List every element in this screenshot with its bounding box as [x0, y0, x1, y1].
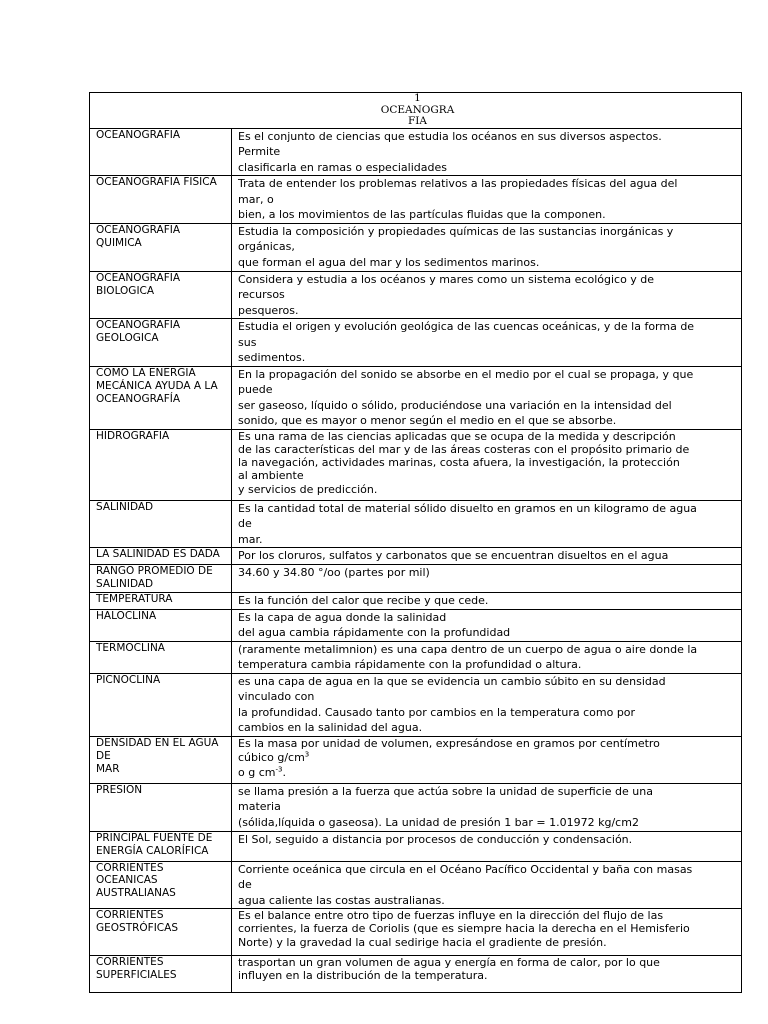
superscript: -3	[275, 764, 283, 773]
definition-cell	[232, 861, 742, 909]
definition-cell	[232, 366, 742, 429]
title-line-2: FIA	[407, 115, 428, 127]
term-text: RANGO PROMEDIO DE	[96, 564, 213, 577]
term-cell	[90, 319, 232, 367]
definition-text: corrientes, la fuerza de Coriolis (que es siempre hacia la derecha en el Hemisferio	[238, 922, 690, 936]
term-text: PRESION	[96, 783, 143, 796]
definition-text: sedimentos.	[238, 351, 306, 364]
term-cell	[90, 564, 232, 592]
definition-text: Es la masa por unidad de volumen, expresándose en gramos por centímetro	[238, 736, 660, 750]
table-row	[90, 223, 742, 271]
definition-text: al ambiente	[238, 469, 304, 483]
definition-text: clasificarla en ramas o especialidades	[238, 160, 447, 174]
table-row	[90, 909, 742, 956]
table-row	[90, 500, 742, 548]
term-text: COMO LA ENERGIA	[96, 366, 196, 379]
term-cell	[90, 673, 232, 736]
definition-cell	[232, 641, 742, 673]
definition-text: Trata de entender los problemas relativos a las propiedades físicas del agua del	[238, 177, 678, 190]
definition-text: y servicios de predicción.	[238, 482, 378, 496]
table-row	[90, 956, 742, 993]
definition-cell	[232, 736, 742, 783]
table-row	[90, 861, 742, 909]
definition-text: Es la capa de agua donde la salinidad	[238, 610, 447, 624]
definition-text: temperatura cambia rápidamente con la profundidad o altura.	[238, 658, 582, 671]
definition-text: trasportan un gran volumen de agua y energía en forma de calor, por lo que	[238, 956, 660, 969]
table-row	[90, 128, 742, 176]
definition-text: recursos	[238, 288, 285, 301]
definition-cell	[232, 909, 742, 956]
term-text: OCEANOGRAFIA	[96, 223, 181, 236]
term-text: CORRIENTES	[96, 956, 164, 968]
term-cell	[90, 783, 232, 831]
term-text: HALOCLINA	[96, 609, 157, 622]
term-text: OCEANOGRAFIA	[96, 319, 181, 331]
table-row	[90, 548, 742, 565]
term-text: OCEANOGRAFIA	[96, 128, 181, 141]
term-text: GEOLOGICA	[96, 332, 159, 344]
term-text: TERMOCLINA	[96, 641, 165, 654]
definition-text: mar, o	[238, 192, 274, 206]
definition-text	[238, 751, 739, 766]
definition-cell	[232, 128, 742, 176]
term-text: CORRIENTES	[96, 861, 164, 874]
definition-cell	[232, 609, 742, 641]
definition-text: Estudia el origen y evolución geológica de las cuencas oceánicas, y de la forma de	[238, 320, 695, 333]
definition-text: Estudia la composición y propiedades químicas de las sustancias inorgánicas y	[238, 224, 674, 238]
glossary-table	[89, 92, 742, 993]
definition-text: cambios en la salinidad del agua.	[238, 721, 423, 734]
table-row	[90, 319, 742, 367]
table-row	[90, 673, 742, 736]
table-header-row	[90, 93, 742, 129]
term-text: DENSIDAD EN EL AGUA	[96, 736, 219, 749]
term-text: MECÁNICA AYUDA A LA	[96, 379, 218, 392]
definition-text: (raramente metalimnion) es una capa dentro de un cuerpo de agua o aire donde la	[238, 642, 698, 656]
table-row	[90, 366, 742, 429]
definition-cell	[232, 956, 742, 993]
definition-text: sus	[238, 335, 257, 349]
definition-text: Es la función del calor que recibe y que cede.	[238, 593, 489, 607]
term-cell	[90, 223, 232, 271]
term-cell	[90, 909, 232, 956]
term-text: GEOSTRÓFICAS	[96, 922, 178, 934]
definition-cell	[232, 831, 742, 861]
term-text: PICNOCLINA	[96, 673, 161, 686]
definition-text: En la propagación del sonido se absorbe en el medio por el cual se propaga, y que	[238, 367, 694, 381]
density-unit-text: cúbico g/cm	[238, 751, 305, 764]
term-cell	[90, 592, 232, 609]
table-row	[90, 564, 742, 592]
definition-text: la profundidad. Causado tanto por cambios en la temperatura como por	[238, 705, 636, 719]
period: .	[282, 765, 286, 779]
term-text: MAR	[96, 762, 120, 775]
term-cell	[90, 861, 232, 909]
definition-text: Norte) y la gravedad la cual sedirige hacia el gradiente de presión.	[238, 935, 607, 949]
definition-text: Considera y estudia a los océanos y mares como un sistema ecológico y de	[238, 272, 655, 286]
definition-text: sonido, que es mayor o menor según el medio en el que se absorbe.	[238, 414, 617, 427]
table-row	[90, 641, 742, 673]
term-cell	[90, 429, 232, 500]
definition-cell	[232, 500, 742, 548]
definition-text: de las características del mar y de las áreas costeras con el propósito primario de	[238, 442, 690, 456]
definition-cell	[232, 548, 742, 565]
term-cell	[90, 366, 232, 429]
definition-text: puede	[238, 383, 273, 396]
table-row	[90, 736, 742, 783]
term-text: TEMPERATURA	[96, 592, 173, 605]
table-row	[90, 176, 742, 224]
density-unit-text: o g cm	[238, 765, 276, 779]
definition-cell	[232, 176, 742, 224]
definition-text: Permite	[238, 145, 281, 158]
definition-text: Es el balance entre otro tipo de fuerzas influye en la dirección del flujo de las	[238, 909, 664, 922]
term-text: LA SALINIDAD ES DADA	[96, 548, 220, 560]
definition-cell	[232, 592, 742, 609]
definition-text: (sólida,líquida o gaseosa). La unidad de presión 1 bar = 1.01972 kg/cm2	[238, 815, 639, 829]
term-cell	[90, 831, 232, 861]
definition-cell	[232, 673, 742, 736]
term-cell	[90, 736, 232, 783]
table-header	[90, 93, 742, 129]
term-text: DE	[96, 749, 111, 762]
definition-text: pesqueros.	[238, 303, 299, 317]
superscript: 3	[304, 750, 310, 759]
definition-cell	[232, 271, 742, 319]
definition-text: es una capa de agua en la que se evidencia un cambio súbito en su densidad	[238, 674, 666, 688]
definition-text: vinculado con	[238, 690, 315, 703]
definition-text: El Sol, seguido a distancia por procesos de conducción y condensación.	[238, 832, 633, 846]
definition-text: de	[238, 517, 252, 530]
definition-cell	[232, 783, 742, 831]
definition-cell	[232, 223, 742, 271]
term-text: SALINIDAD	[96, 500, 154, 513]
term-cell	[90, 500, 232, 548]
title-line-1: OCEANOGRA	[380, 103, 455, 116]
term-text: OCEANICAS	[96, 874, 158, 886]
definition-cell	[232, 564, 742, 592]
term-cell	[90, 548, 232, 565]
definition-text: del agua cambia rápidamente con la profundidad	[238, 626, 511, 639]
definition-text: Es el conjunto de ciencias que estudia los océanos en sus diversos aspectos.	[238, 129, 662, 143]
term-text: OCEANOGRAFIA	[96, 271, 181, 284]
term-cell	[90, 271, 232, 319]
definition-text: Es una rama de las ciencias aplicadas que se ocupa de la medida y descripción	[238, 429, 676, 443]
term-text: OCEANOGRAFIA FISICA	[96, 176, 217, 188]
definition-text: que forman el agua del mar y los sedimentos marinos.	[238, 255, 540, 269]
term-cell	[90, 956, 232, 993]
term-text: CORRIENTES	[96, 909, 164, 921]
definition-text: 34.60 y 34.80 °/oo (partes por mil)	[238, 565, 430, 579]
term-cell	[90, 128, 232, 176]
table-row	[90, 592, 742, 609]
page-number: 1	[414, 92, 421, 104]
definition-cell	[232, 319, 742, 367]
term-text: BIOLOGICA	[96, 284, 155, 297]
definition-text: Es la cantidad total de material sólido disuelto en gramos en un kilogramo de agua	[238, 501, 697, 515]
definition-text: la navegación, actividades marinas, costa afuera, la investigación, la protección	[238, 456, 680, 470]
table-row	[90, 271, 742, 319]
definition-text: agua caliente las costas australianas.	[238, 893, 445, 907]
table-row	[90, 429, 742, 500]
definition-text: se llama presión a la fuerza que actúa sobre la unidad de superficie de una	[238, 784, 653, 798]
term-cell	[90, 176, 232, 224]
table-row	[90, 609, 742, 641]
term-cell	[90, 641, 232, 673]
definition-text: Por los cloruros, sulfatos y carbonatos que se encuentran disueltos en el agua	[238, 549, 669, 562]
definition-text: Corriente oceánica que circula en el Océano Pacífico Occidental y baña con masas	[238, 862, 693, 876]
term-text: SUPERFICIALES	[96, 969, 177, 981]
definition-text: materia	[238, 800, 281, 813]
definition-text: mar.	[238, 532, 263, 546]
term-text: OCEANOGRAFÍA	[96, 392, 181, 405]
term-text: QUIMICA	[96, 236, 142, 249]
definition-text: ser gaseoso, líquido o sólido, produciéndose una variación en la intensidad del	[238, 398, 672, 412]
definition-cell	[232, 429, 742, 500]
definition-text: bien, a los movimientos de las partículas fluidas que la componen.	[238, 208, 606, 221]
term-text: HIDROGRAFIA	[96, 429, 170, 442]
table-row	[90, 831, 742, 861]
table-row	[90, 783, 742, 831]
term-text: PRINCIPAL FUENTE DE	[96, 831, 213, 844]
term-text: SALINIDAD	[96, 577, 154, 590]
term-text: AUSTRALIANAS	[96, 886, 176, 899]
definition-text: orgánicas,	[238, 240, 295, 253]
definition-text: influyen en la distribución de la temperatura.	[238, 969, 488, 983]
definition-text	[238, 766, 739, 781]
term-cell	[90, 609, 232, 641]
term-text: ENERGÍA CALORÍFICA	[96, 844, 209, 857]
definition-text: de	[238, 878, 252, 891]
